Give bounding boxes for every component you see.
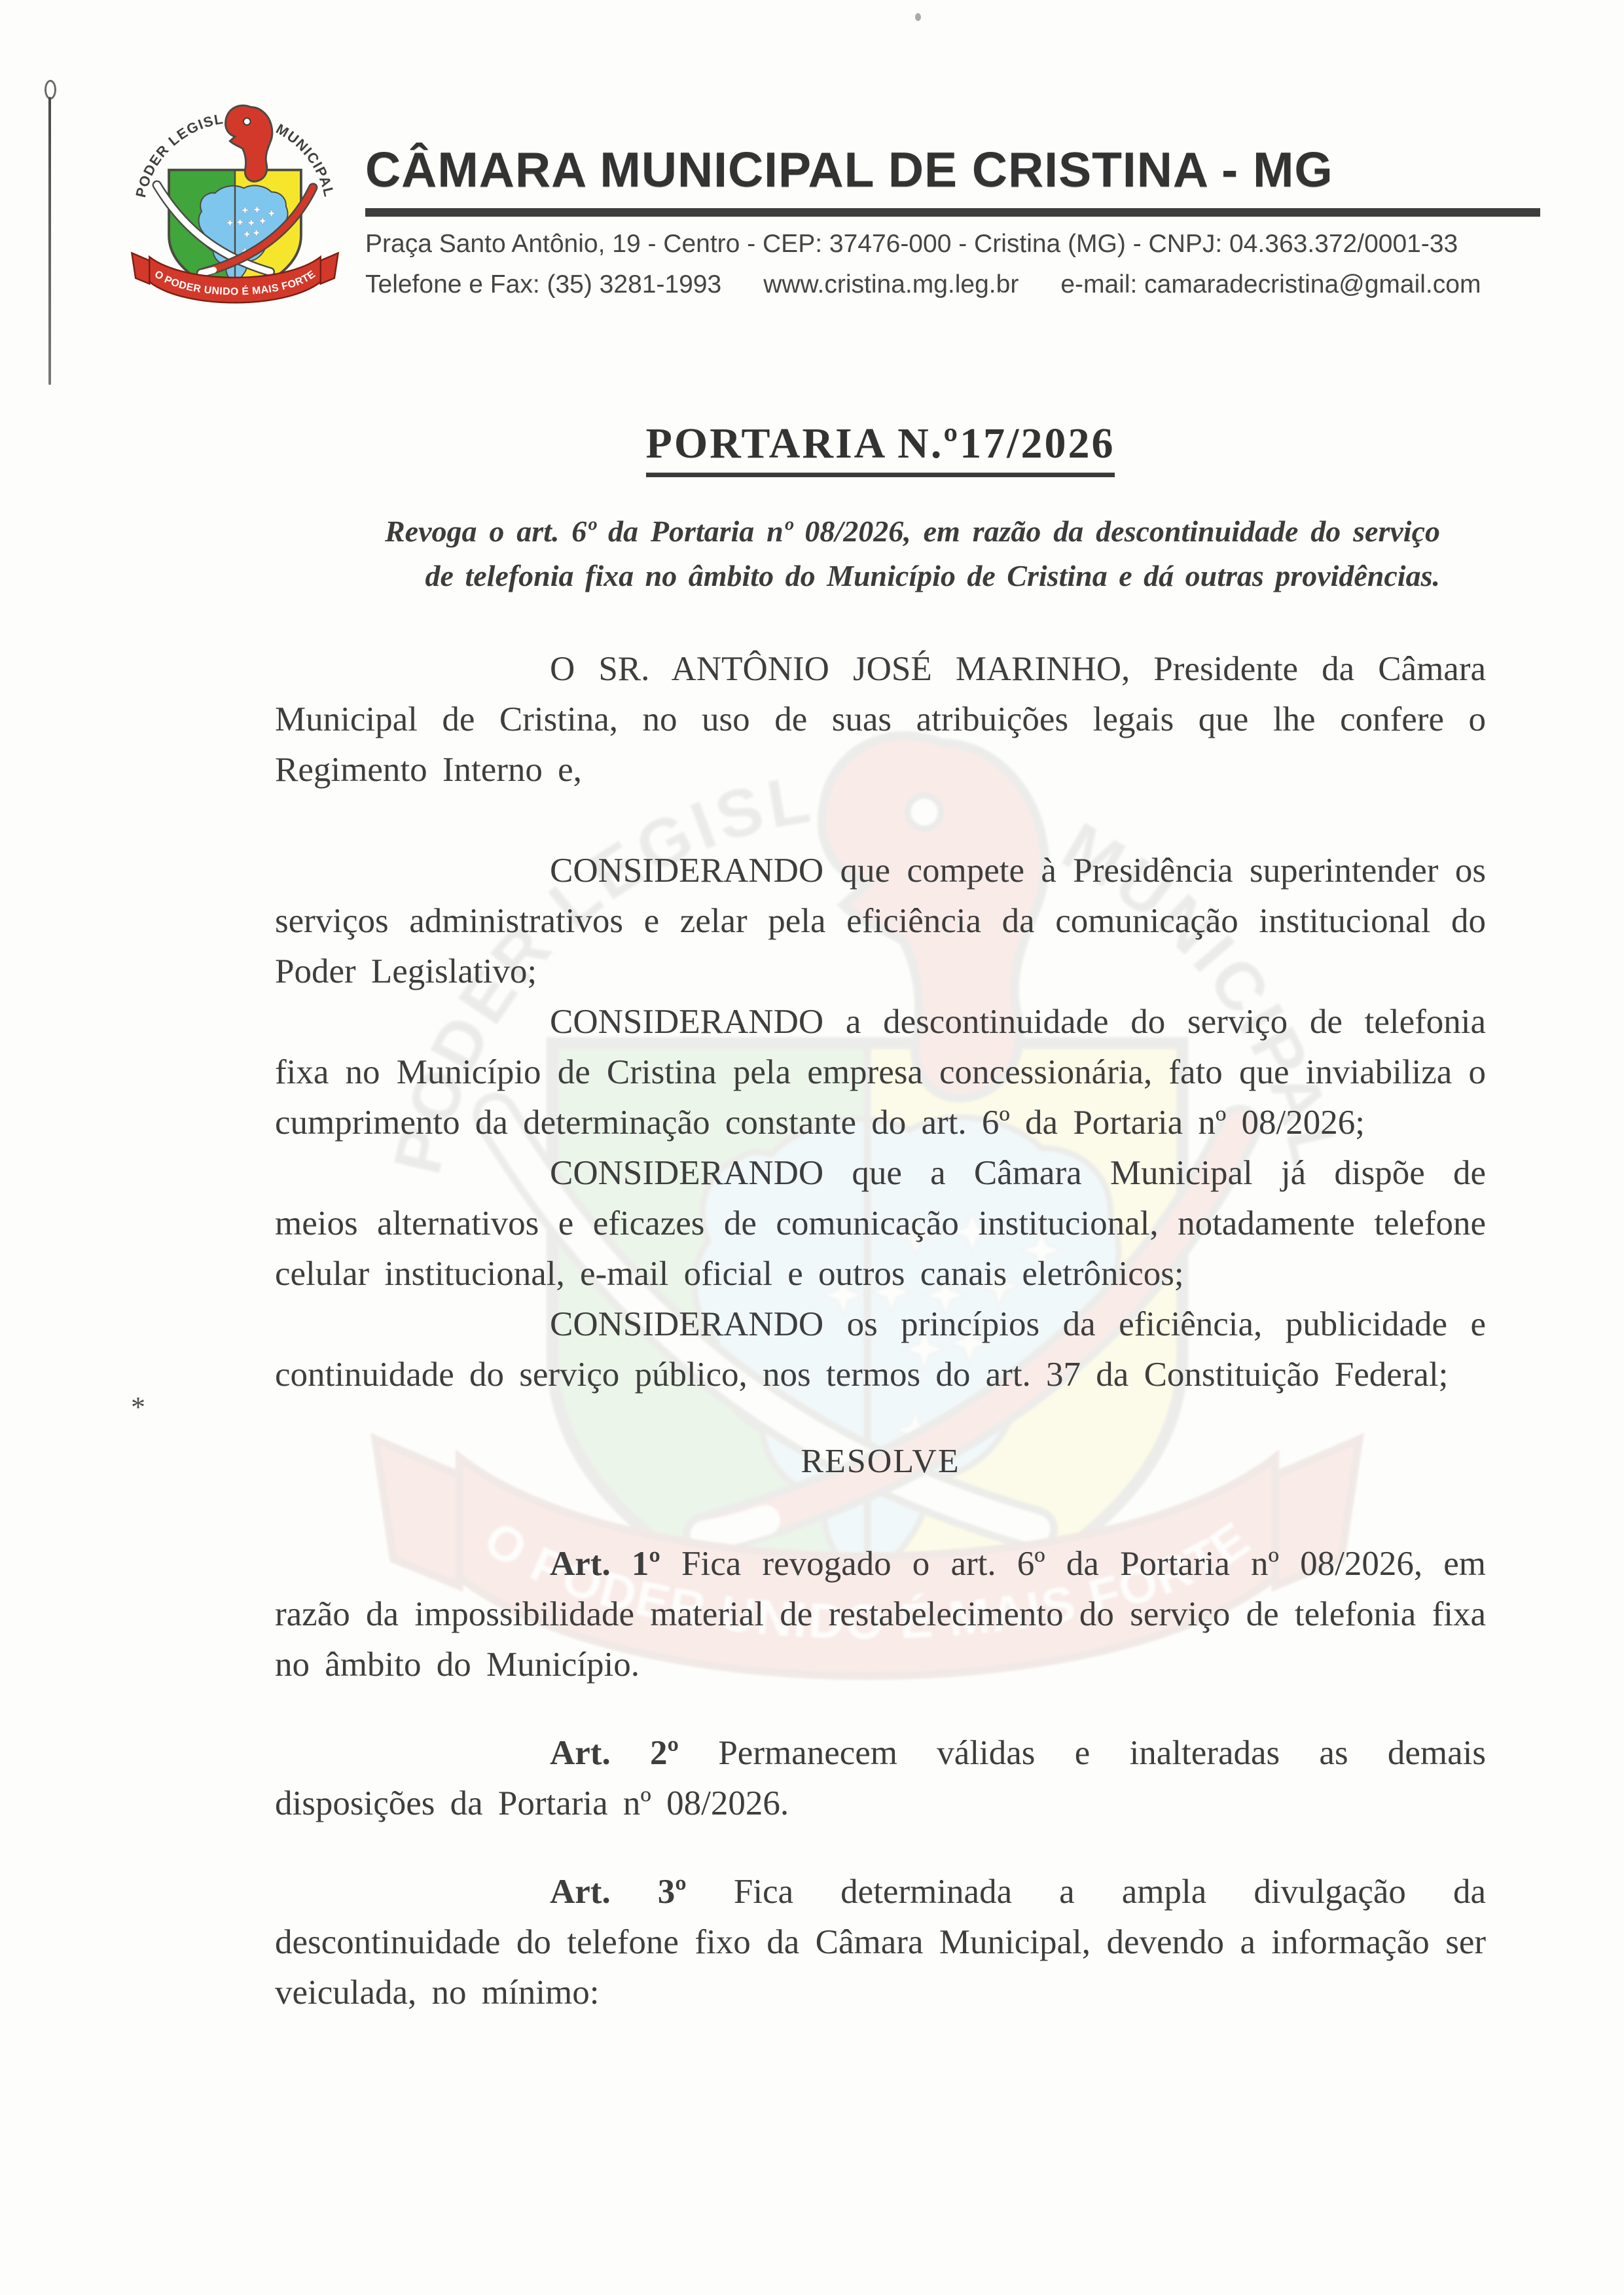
- org-email: e-mail: camaradecristina@gmail.com: [1060, 270, 1481, 298]
- portaria-title-text: PORTARIA N.º17/2026: [646, 420, 1115, 477]
- article-2-number: Art. 2º: [550, 1734, 679, 1772]
- article-2-text: Permanecem válidas e inalteradas as demais disposições da Portaria nº 08/2026.: [275, 1734, 1486, 1822]
- epigraph: Revoga o art. 6º da Portaria nº 08/2026, em razão da descontinuidade do serviço de telefonia fixa no âmbito do Município de Cristina e dá outras providências.: [385, 515, 1440, 592]
- header-divider: [365, 208, 1540, 217]
- org-website: www.cristina.mg.leg.br: [763, 270, 1019, 298]
- considerando-paragraph: CONSIDERANDO a descontinuidade do serviço de telefonia fixa no Município de Cristina pela empresa concessionária, fato que inviabiliza o cumprimento da determinação constante do art. 6º da Portaria nº 08/2026;: [275, 1003, 1486, 1142]
- article-3-text: Fica determinada a ampla divulgação da descontinuidade do telefone fixo da Câmara Municipal, devendo a informação ser veiculada, no mínimo:: [275, 1873, 1486, 2012]
- considerando-paragraph: CONSIDERANDO os princípios da eficiência, publicidade e continuidade do serviço público, nos termos do art. 37 da Constituição Federal;: [275, 1305, 1486, 1394]
- article-1: [275, 1539, 1486, 1690]
- margin-mark: *: [131, 1391, 145, 1423]
- portaria-title: [275, 419, 1486, 469]
- article-2: [275, 1728, 1486, 1829]
- coat-of-arms-logo: [122, 64, 348, 329]
- letterhead-text: [365, 141, 1540, 329]
- article-1-text: Fica revogado o art. 6º da Portaria nº 08/2026, em razão da impossibilidade material de restabelecimento do serviço de telefonia fixa no âmbito do Município.: [275, 1545, 1486, 1684]
- org-address: Praça Santo Antônio, 19 - Centro - CEP: 37476-000 - Cristina (MG) - CNPJ: 04.363.372/0001-33: [365, 230, 1458, 258]
- document-body: [275, 419, 1486, 2056]
- article-1-number: Art. 1º: [550, 1545, 660, 1583]
- letterhead: [122, 64, 1540, 329]
- article-3-number: Art. 3º: [550, 1873, 687, 1911]
- article-3: [275, 1867, 1486, 2018]
- intro-paragraph: O SR. ANTÔNIO JOSÉ MARINHO, Presidente da Câmara Municipal de Cristina, no uso de suas atribuições legais que lhe confere o Regimento Interno e,: [275, 650, 1486, 789]
- resolve-heading: RESOLVE: [801, 1443, 960, 1480]
- considerando-paragraph: CONSIDERANDO que a Câmara Municipal já dispõe de meios alternativos e eficazes de comunicação institucional, notadamente telefone celular institucional, e-mail oficial e outros canais eletrônicos;: [275, 1154, 1486, 1293]
- considerando-paragraph: CONSIDERANDO que compete à Presidência superintender os serviços administrativos e zelar pela eficiência da comunicação institucional do Poder Legislativo;: [275, 852, 1486, 990]
- org-contact: [365, 270, 1540, 299]
- org-phone: Telefone e Fax: (35) 3281-1993: [365, 270, 722, 298]
- org-name: CÂMARA MUNICIPAL DE CRISTINA - MG: [365, 142, 1333, 197]
- scan-artifact-line: [48, 97, 51, 385]
- scan-speck: [915, 13, 921, 21]
